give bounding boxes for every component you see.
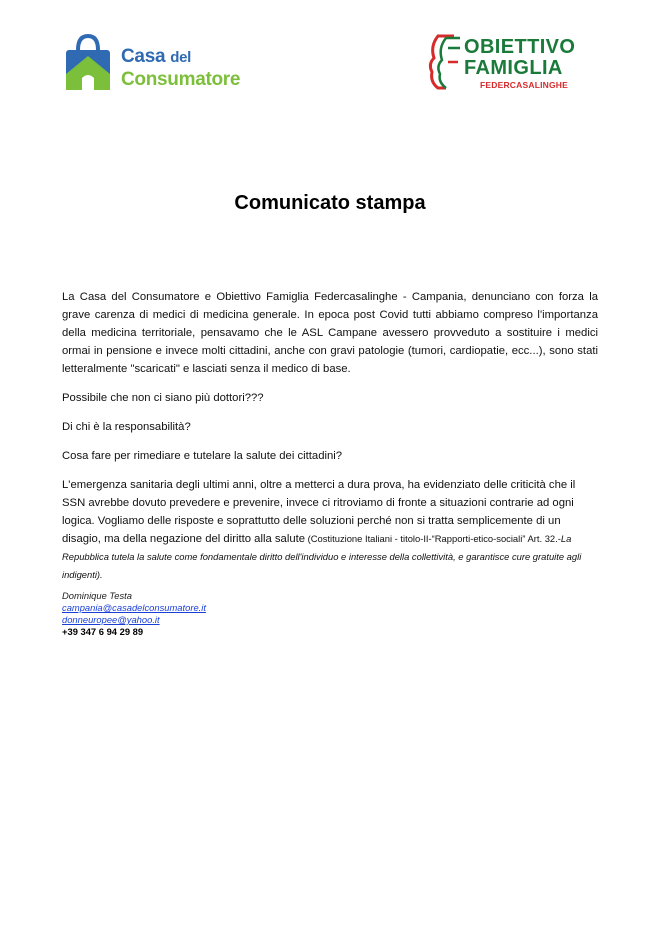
logo-left-line2: Consumatore (121, 69, 241, 90)
constitution-reference: (Costituzione Italiani - titolo-II-“Rapporti-etico-sociali” Art. 32.- (305, 533, 561, 544)
document-body (62, 288, 598, 595)
logo-left-line1: Casa (121, 46, 166, 67)
logo-right-line1: OBIETTIVO (464, 36, 576, 58)
obiettivo-famiglia-logo (424, 30, 594, 94)
logo-left-line1-small: del (170, 49, 191, 66)
logo-right-line3: FEDERCASALINGHE (480, 80, 569, 90)
paragraph-question-3: Cosa fare per rimediare e tutelare la salute dei cittadini? (62, 450, 343, 462)
page-title: Comunicato stampa (234, 192, 426, 214)
email-link-campania[interactable]: campania@casadelconsumatore.it (62, 602, 206, 613)
paragraph-intro: La Casa del Consumatore e Obiettivo Famiglia Federcasalinghe - Campania, denunciano con forza la grave carenza di medici di medicina generale. In epoca post Covid tutti abbiamo compreso l'importanza della medicina territoriale, pensavamo che le ASL Campane avessero provveduto a sostituire i medici ormai in pensione e invece molti cittadini, anche con gravi patologie (tumori, cardiopatie, ecc...), sono stati letteralmente "scaricati" e lasciati senza il medico di base. (62, 291, 598, 375)
house-bag-icon (60, 30, 116, 94)
signature-block (62, 590, 206, 638)
signature-phone: +39 347 6 94 29 89 (62, 626, 144, 637)
paragraph-question-2: Di chi è la responsabilità? (62, 421, 191, 433)
signature-name: Dominique Testa (62, 590, 133, 601)
faces-emblem-icon (424, 30, 468, 94)
constitution-quote: La Repubblica tutela la salute come fondamentale diritto dell'individuo e interesse della collettività, e garantisce cure gratuite agli indigenti). (62, 533, 582, 580)
email-link-donneuropee[interactable]: donneuropee@yahoo.it (62, 614, 160, 625)
casa-del-consumatore-logo (60, 30, 260, 94)
paragraph-emergency (62, 476, 598, 584)
paragraph-question-1: Possibile che non ci siano più dottori??? (62, 392, 264, 404)
paragraph-emergency-main: L'emergenza sanitaria degli ultimi anni, oltre a metterci a dura prova, ha evidenziato delle criticità che il SSN avrebbe dovuto prevedere e prevenire, invece ci ritroviamo di fronte a situazioni contrarie ad ogni logica. Vogliamo delle risposte e soprattutto delle soluzioni perché non si tratta semplicemente di un disagio, ma della negazione del diritto alla salute (62, 479, 576, 545)
logo-right-line2: FAMIGLIA (464, 57, 563, 79)
